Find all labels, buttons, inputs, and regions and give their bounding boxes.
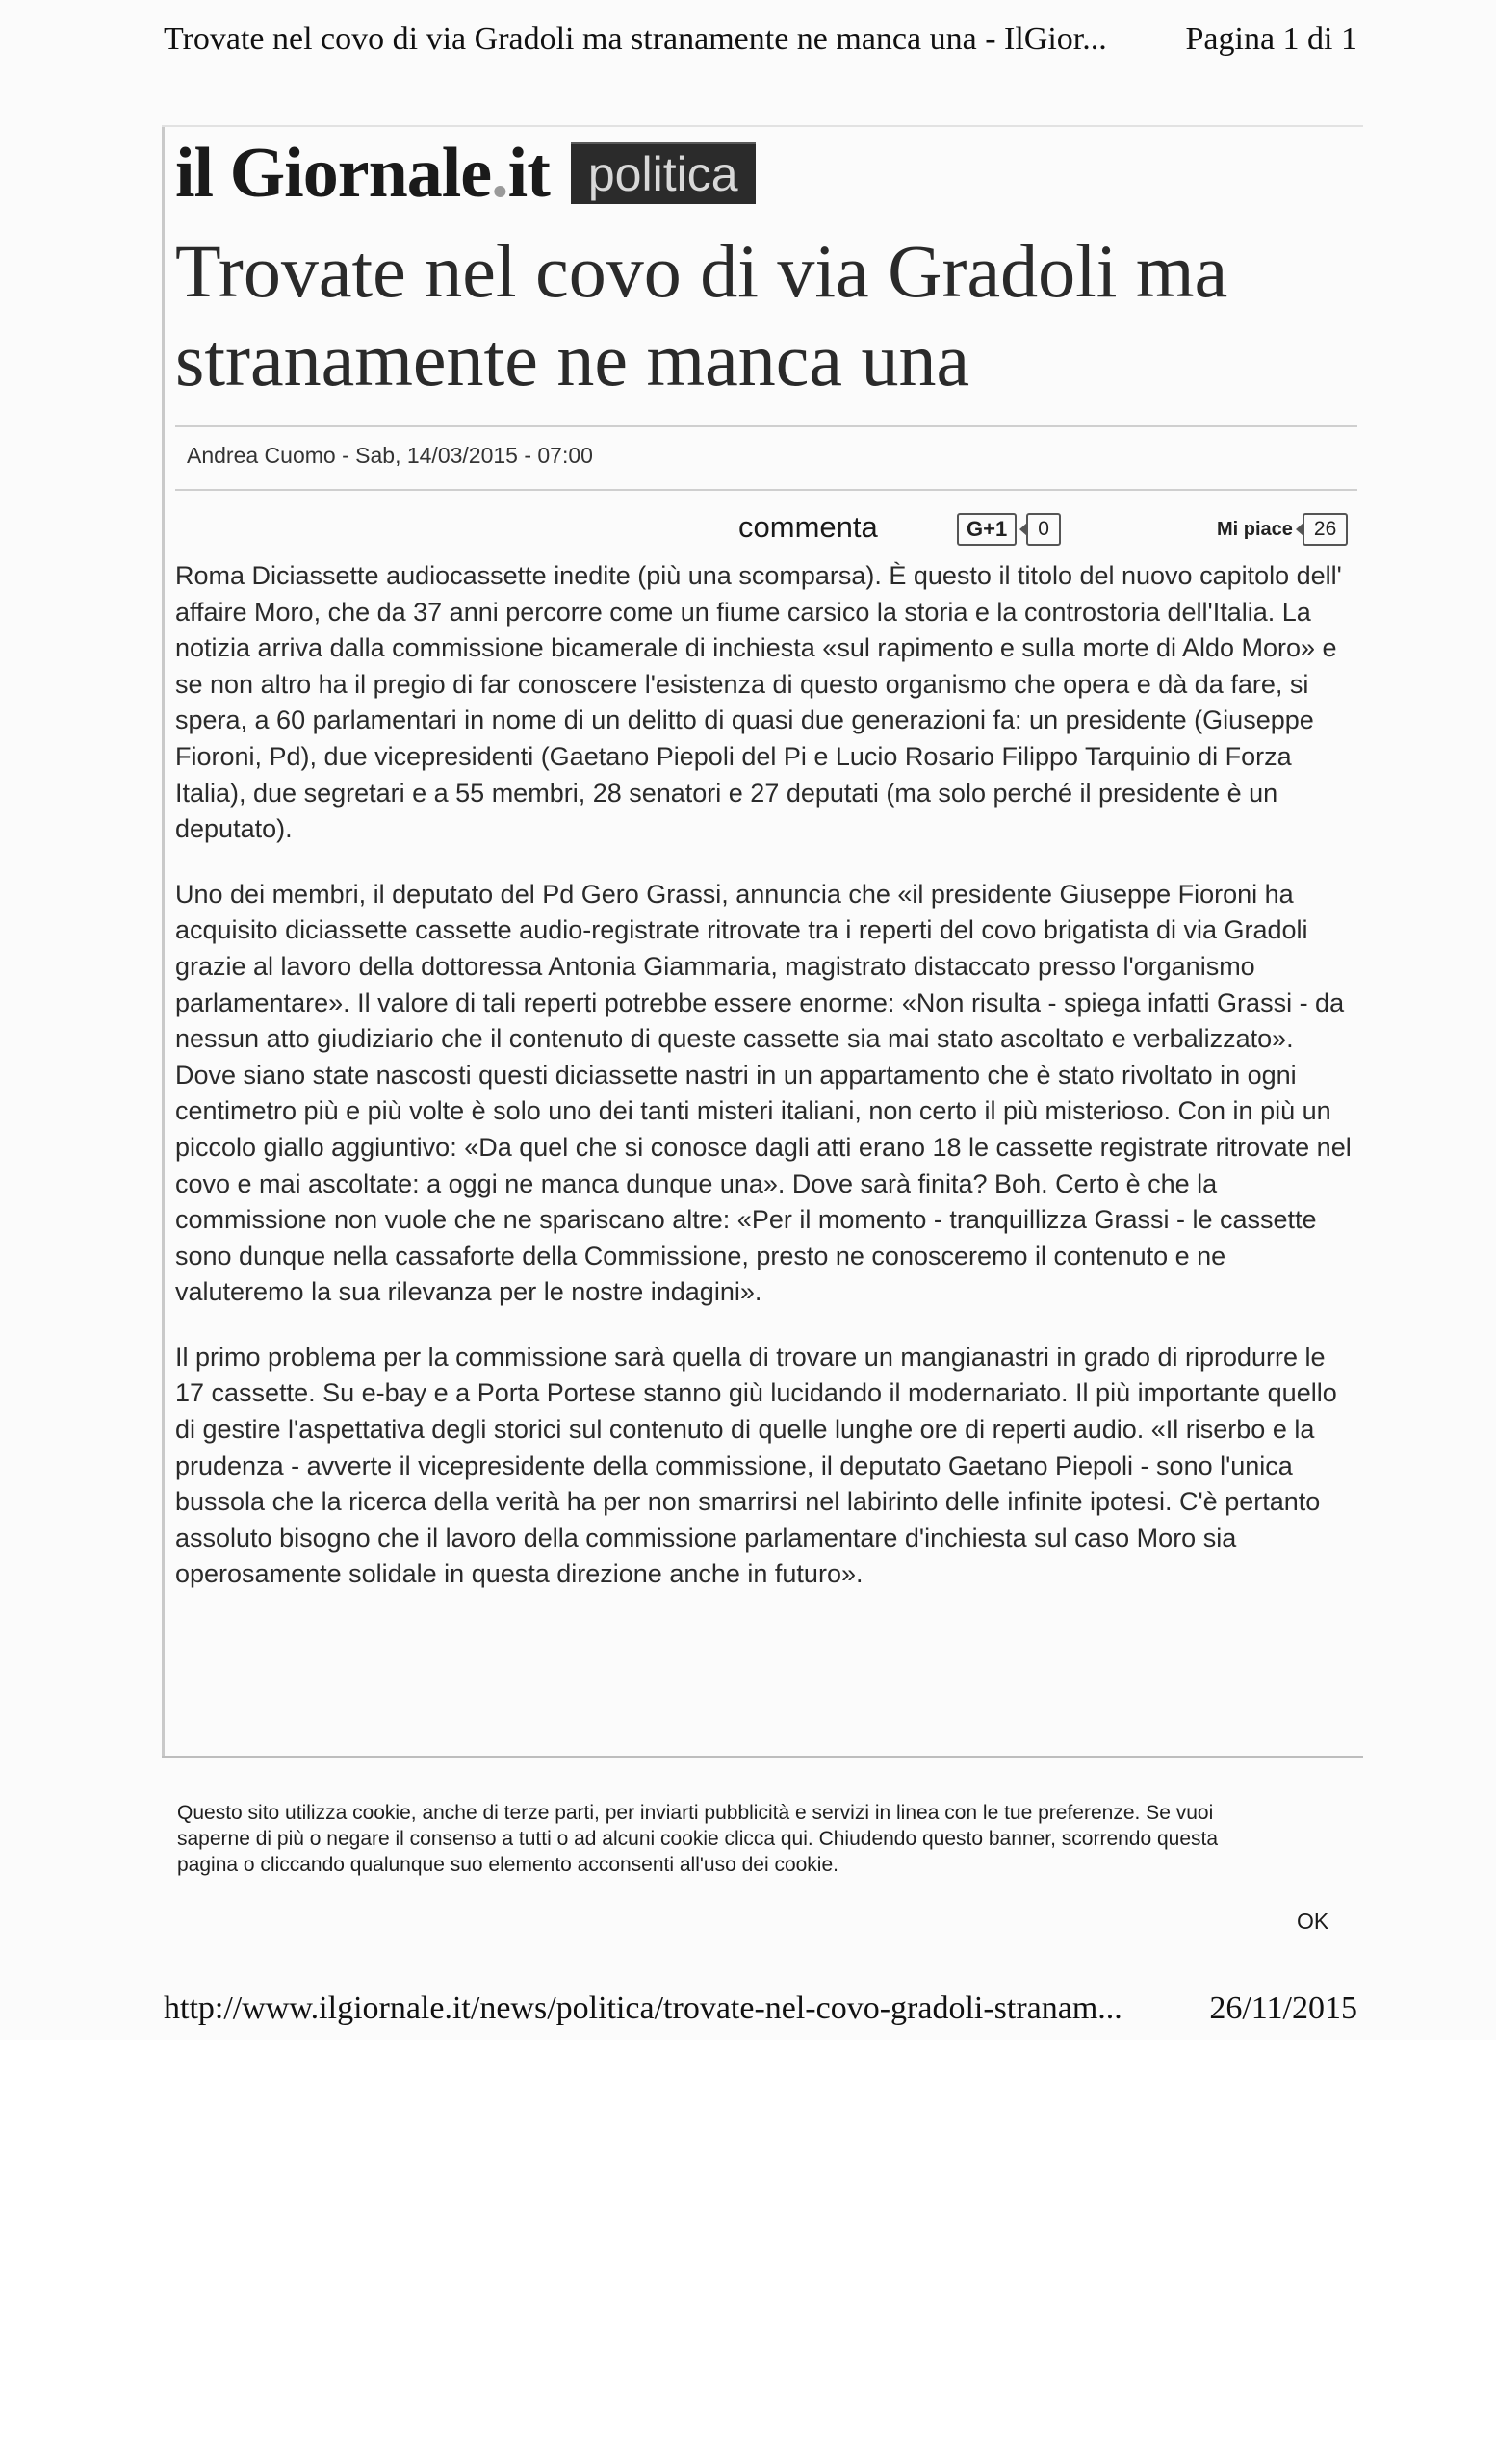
print-footer xyxy=(164,1990,1357,2027)
logo-main: il Giornale xyxy=(175,133,492,213)
article-paragraph: Il primo problema per la commissione sarà quella di trovare un mangianastri in grado di riprodurre le 17 cassette. Su e-bay e a Porta Portese stanno giù lucidando il modernariato. Il più importante quello di gestire l'aspettativa degli storici sul contenuto di quelle lunghe ore di reperti audio. «Il riserbo e la prudenza - avverte il vicepresidente della commissione, il deputato Gaetano Piepoli - sono l'unica bussola che la ricerca della verità ha per non smarrirsi nel labirinto delle infinite ipotesi. C'è pertanto assoluto bisogno che il lavoro della commissione parlamentare d'inchiesta sul caso Moro sia operosamente solidale in questa direzione anche in futuro». xyxy=(175,1342,1337,1589)
print-header-title: Trovate nel covo di via Gradoli ma stranamente ne manca una - IlGior... xyxy=(164,21,1107,57)
like-count: 26 xyxy=(1303,513,1348,546)
frame-bottom-rule xyxy=(162,1756,1363,1758)
article-headline: Trovate nel covo di via Gradoli ma stranamente ne manca una xyxy=(175,229,1228,401)
divider xyxy=(175,489,1357,491)
gplus-count: 0 xyxy=(1026,513,1061,546)
divider xyxy=(175,425,1357,427)
print-footer-date: 26/11/2015 xyxy=(1209,1990,1357,2026)
like-button[interactable]: Mi piace xyxy=(1217,518,1293,540)
print-header xyxy=(164,21,1357,58)
section-badge[interactable]: politica xyxy=(571,142,756,204)
comment-link[interactable]: commenta xyxy=(738,510,878,544)
print-footer-url: http://www.ilgiornale.it/news/politica/trovate-nel-covo-gradoli-stranam... xyxy=(164,1990,1122,2026)
article-paragraph: Roma Diciassette audiocassette inedite (più una scomparsa). È questo il titolo del nuovo capitolo dell' affaire Moro, che da 37 anni percorre come un fiume carsico la storia e la controstoria dell'Italia. La notizia arriva dalla commissione bicamerale di inchiesta «sul rapimento e sulla morte di Aldo Moro» e se non altro ha il pregio di far conoscere l'esistenza di questo organismo che opera e dà da fare, si spera, a 60 parlamentari in nome di un delitto di quasi due generazioni fa: un presidente (Giuseppe Fioroni, Pd), due vicepresidenti (Gaetano Piepoli del Pi e Lucio Rosario Filippo Tarquinio di Forza Italia), due segretari e a 55 membri, 28 senatori e 27 deputati (ma solo perché il presidente è un deputato). xyxy=(175,561,1342,844)
logo-dot: . xyxy=(491,133,508,213)
gplus-widget xyxy=(957,514,1061,545)
social-row xyxy=(175,510,1357,552)
article-paragraph: Uno dei membri, il deputato del Pd Gero Grassi, annuncia che «il presidente Giuseppe Fioroni ha acquisito diciassette cassette audio-registrate ritrovate tra i reperti del covo brigatista di via Gradoli grazie al lavoro della dottoressa Antonia Giammaria, magistrato distaccato presso l'organismo parlamentare». Il valore di tali reperti potrebbe essere enorme: «Non risulta - spiega infatti Grassi - da nessun atto giudiziario che il contenuto di queste cassette sia mai stato ascoltato e verbalizzato». Dove siano state nascosti questi diciassette nastri in un appartamento che è stato rivoltato in ogni centimetro più e più volte è solo uno dei tanti misteri italiani, non certo il più misterioso. Con in più un piccolo giallo aggiuntivo: «Da quel che si conosce dagli atti erano 18 le cassette registrate ritrovate nel covo e mai ascoltate: a oggi ne manca dunque una». Dove sarà finita? Boh. Certo è che la commissione non vuole che ne spariscano altre: «Per il momento - tranquillizza Grassi - le cassette sono dunque nella cassaforte della Commissione, presto ne conosceremo il contenuto e ne valuteremo la sua rilevanza per le nostre indagini». xyxy=(175,879,1352,1307)
gplus-button[interactable]: G+1 xyxy=(957,513,1017,546)
site-logo[interactable] xyxy=(175,133,550,215)
article-body xyxy=(175,558,1357,1622)
print-header-page: Pagina 1 di 1 xyxy=(1185,21,1357,57)
brand-row xyxy=(175,135,756,212)
article-byline: Andrea Cuomo - Sab, 14/03/2015 - 07:00 xyxy=(187,443,593,468)
cookie-ok-button[interactable]: OK xyxy=(1297,1909,1329,1934)
logo-tld: it xyxy=(507,133,550,213)
cookie-banner-text: Questo sito utilizza cookie, anche di terze parti, per inviarti pubblicità e servizi in linea con le tue preferenze. Se vuoi saperne di più o negare il consenso a tutti o ad alcuni cookie clicca qui. Chiudendo questo banner, scorrendo questa pagina o cliccando qualunque suo elemento acconsenti all'uso dei cookie. xyxy=(177,1802,1219,1876)
like-widget xyxy=(1217,514,1348,545)
